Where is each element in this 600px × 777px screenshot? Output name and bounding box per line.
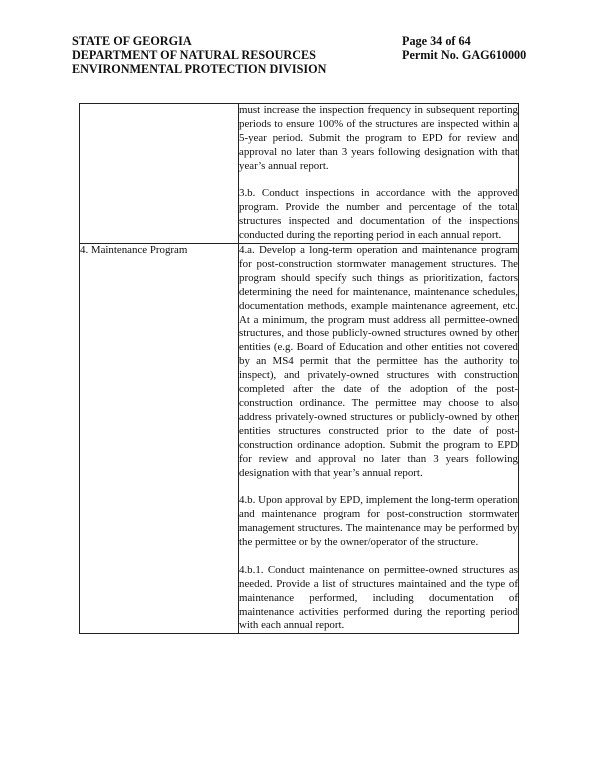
- page-header: [72, 34, 528, 76]
- department-name: DEPARTMENT OF NATURAL RESOURCES: [72, 48, 316, 62]
- row-body-cell: [239, 244, 519, 634]
- division-name: ENVIRONMENTAL PROTECTION DIVISION: [72, 62, 327, 76]
- table-row: [80, 244, 519, 634]
- permit-number: Permit No. GAG610000: [402, 48, 527, 62]
- permit-requirements-table: [79, 103, 519, 634]
- state-name: STATE OF GEORGIA: [72, 34, 192, 48]
- paragraph-3a-continued: must increase the inspection frequency in subsequent reporting periods to ensure 100% of the structures are inspected within a 5-year period. Submit the program to EPD for review and approval no later than 3 years following designation with that year’s annual report.: [239, 104, 518, 172]
- maintenance-program-label: 4. Maintenance Program: [80, 244, 188, 257]
- header-line-2: [72, 48, 528, 62]
- row-label-cell: [80, 104, 239, 244]
- paragraph-3b: 3.b. Conduct inspections in accordance with the approved program. Provide the number and percentage of the total structures inspected and documentation of the inspections conducted during the reporting period in each annual report.: [239, 187, 518, 242]
- row-body-cell: [239, 104, 519, 244]
- paragraph-4b: 4.b. Upon approval by EPD, implement the long-term operation and maintenance program for post-construction stormwater management structures. The maintenance may be performed by the permittee or by the owner/operator of the structure.: [239, 494, 518, 549]
- table-row: [80, 104, 519, 244]
- header-line-1: [72, 34, 528, 48]
- paragraph-4b1: 4.b.1. Conduct maintenance on permittee-owned structures as needed. Provide a list of structures maintained and the type of maintenance performed, including documentation of maintenance activities performed during the reporting period with each annual report.: [239, 563, 518, 632]
- header-line-3: [72, 62, 528, 76]
- row-label-cell: [80, 244, 239, 634]
- paragraph-4a: 4.a. Develop a long-term operation and maintenance program for post-construction stormwater management structures. The program should specify such things as prioritization, factors determining the need for maintenance, maintenance schedules, documentation methods, example maintenance agreement, etc. At a minimum, the program must address all permittee-owned structures, and those publicly-owned structures owned by other entities (e.g. Board of Education and other entities not covered by an MS4 permit that the permittee has the authority to inspect), and privately-owned structures with construction completed after the date of the adoption of the post-construction ordinance. The permittee may choose to also address privately-owned structures or publicly-owned by other entities structures constructed prior to the date of post-construction ordinance adoption. Submit the program to EPD for review and approval no later than 3 years following designation with that year’s annual report.: [239, 244, 518, 479]
- page-number: Page 34 of 64: [402, 34, 471, 48]
